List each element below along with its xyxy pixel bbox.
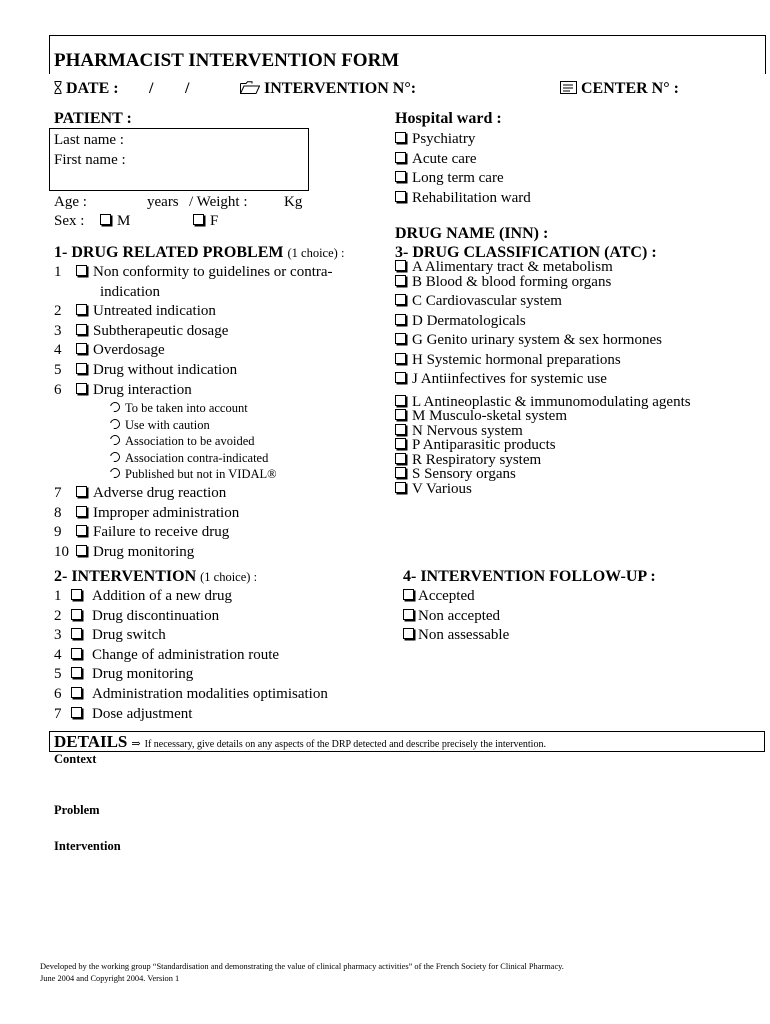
intervention-details-label[interactable]: Intervention	[54, 839, 121, 853]
checkbox-icon[interactable]	[395, 171, 406, 182]
drp-item-1-cont: indication	[100, 283, 160, 300]
date-separator-1: /	[149, 80, 154, 97]
checkbox-icon[interactable]	[76, 506, 87, 517]
follow-up-accepted[interactable]: Accepted	[403, 587, 509, 607]
drp-item-3[interactable]: 3 Subtherapeutic dosage	[54, 322, 229, 339]
atc-item-b[interactable]: B Blood & blood forming organs	[395, 275, 691, 290]
details-note: If necessary, give details on any aspects of the DRP detected and describe precisely the intervention.	[144, 739, 546, 750]
atc-title: 3- DRUG CLASSIFICATION (ATC) :	[395, 244, 657, 261]
intervention-item-5[interactable]: 5 Drug monitoring	[54, 666, 194, 683]
drp-item-4[interactable]: 4 Overdosage	[54, 342, 165, 359]
intervention-choice-note: (1 choice) :	[200, 570, 258, 584]
interaction-sub-options	[110, 400, 277, 483]
checkbox-icon[interactable]	[403, 628, 414, 639]
notepad-icon	[560, 81, 577, 99]
drp-item-7[interactable]: 7 Adverse drug reaction	[54, 485, 227, 501]
interaction-option-contra-indicated[interactable]: Association contra-indicated	[110, 450, 277, 467]
atc-item-l[interactable]: L Antineoplastic & immunomodulating agents	[395, 395, 691, 410]
follow-up-title: 4- INTERVENTION FOLLOW-UP :	[403, 568, 656, 585]
checkbox-icon[interactable]	[100, 214, 111, 225]
intervention-item-6[interactable]: 6 Administration modalities optimisation	[54, 685, 328, 702]
weight-label[interactable]: / Weight :	[189, 194, 248, 210]
drp-item-6[interactable]: 6 Drug interaction	[54, 381, 192, 398]
radio-icon[interactable]	[108, 400, 122, 414]
checkbox-icon[interactable]	[76, 383, 87, 394]
ward-option-acute-care[interactable]: Acute care	[395, 150, 531, 170]
drp-list	[54, 263, 333, 400]
follow-up-non-assessable[interactable]: Non assessable	[403, 626, 509, 646]
drp-item-1[interactable]: 1 Non conformity to guidelines or contra-	[54, 264, 333, 280]
checkbox-icon[interactable]	[76, 545, 87, 556]
follow-up-list	[403, 587, 509, 646]
age-label[interactable]: Age :	[54, 194, 87, 210]
atc-item-a[interactable]: A Alimentary tract & metabolism	[395, 260, 691, 275]
atc-item-m[interactable]: M Musculo-sketal system	[395, 409, 691, 424]
intervention-item-7[interactable]: 7 Dose adjustment	[54, 705, 193, 722]
checkbox-icon[interactable]	[71, 609, 82, 620]
center-number-label: CENTER N° :	[581, 80, 679, 97]
checkbox-icon[interactable]	[76, 324, 87, 335]
ward-option-rehabilitation[interactable]: Rehabilitation ward	[395, 189, 531, 209]
atc-item-s[interactable]: S Sensory organs	[395, 467, 691, 482]
atc-item-n[interactable]: N Nervous system	[395, 424, 691, 439]
intervention-item-2[interactable]: 2 Drug discontinuation	[54, 607, 220, 624]
years-label: years	[147, 194, 179, 210]
checkbox-icon[interactable]	[395, 314, 406, 325]
ward-option-psychiatry[interactable]: Psychiatry	[395, 130, 531, 150]
interaction-option-use-with-caution[interactable]: Use with caution	[110, 417, 277, 434]
atc-item-v[interactable]: V Various	[395, 482, 691, 497]
checkbox-icon[interactable]	[395, 333, 406, 344]
drp-choice-note: (1 choice) :	[287, 246, 345, 260]
patient-title: PATIENT :	[54, 110, 132, 127]
checkbox-icon[interactable]	[76, 343, 87, 354]
ward-option-long-term-care[interactable]: Long term care	[395, 169, 531, 189]
intervention-number-field[interactable]	[240, 80, 416, 99]
drp-item-8[interactable]: 8 Improper administration	[54, 504, 240, 521]
footer-line-2: June 2004 and Copyright 2004. Version 1	[40, 974, 180, 983]
checkbox-icon[interactable]	[395, 294, 406, 305]
atc-list	[395, 260, 691, 496]
arrow-icon: ⇒	[131, 738, 141, 750]
sex-f-option[interactable]: F	[193, 213, 218, 230]
checkbox-icon[interactable]	[76, 363, 87, 374]
checkbox-icon[interactable]	[395, 438, 406, 449]
sex-m-option[interactable]: M	[100, 213, 130, 230]
checkbox-icon[interactable]	[193, 214, 204, 225]
date-label: DATE :	[66, 80, 119, 97]
details-title: DETAILS	[54, 732, 128, 751]
problem-label[interactable]: Problem	[54, 803, 100, 817]
radio-icon[interactable]	[108, 433, 122, 447]
form-title: PHARMACIST INTERVENTION FORM	[54, 50, 400, 71]
checkbox-icon[interactable]	[395, 482, 406, 493]
intervention-number-label: INTERVENTION N°:	[264, 80, 417, 97]
checkbox-icon[interactable]	[395, 260, 406, 271]
checkbox-icon[interactable]	[76, 304, 87, 315]
hourglass-icon	[54, 81, 62, 99]
checkbox-icon[interactable]	[71, 628, 82, 639]
drp-list-after	[54, 484, 239, 562]
checkbox-icon[interactable]	[395, 372, 406, 383]
intervention-list	[54, 587, 328, 724]
atc-item-h[interactable]: H Systemic hormonal preparations	[395, 351, 691, 371]
context-label[interactable]: Context	[54, 752, 97, 766]
interaction-option-to-be-taken[interactable]: To be taken into account	[110, 400, 277, 417]
radio-icon[interactable]	[108, 466, 122, 480]
interaction-option-to-be-avoided[interactable]: Association to be avoided	[110, 433, 277, 450]
checkbox-icon[interactable]	[71, 687, 82, 698]
atc-item-d[interactable]: D Dermatologicals	[395, 312, 691, 332]
checkbox-icon[interactable]	[395, 191, 406, 202]
checkbox-icon[interactable]	[76, 265, 87, 276]
atc-item-g[interactable]: G Genito urinary system & sex hormones	[395, 331, 691, 351]
follow-up-non-accepted[interactable]: Non accepted	[403, 607, 509, 627]
checkbox-icon[interactable]	[403, 609, 414, 620]
checkbox-icon[interactable]	[76, 486, 87, 497]
sex-label: Sex :	[54, 213, 85, 229]
drp-item-10[interactable]: 10 Drug monitoring	[54, 543, 195, 560]
atc-item-j[interactable]: J Antiinfectives for systemic use	[395, 370, 691, 390]
atc-item-r[interactable]: R Respiratory system	[395, 453, 691, 468]
intervention-item-4[interactable]: 4 Change of administration route	[54, 646, 280, 663]
folder-icon	[240, 81, 260, 99]
date-separator-2: /	[185, 80, 190, 97]
checkbox-icon[interactable]	[71, 707, 82, 718]
checkbox-icon[interactable]	[395, 275, 406, 286]
checkbox-icon[interactable]	[395, 424, 406, 435]
hospital-ward-options	[395, 130, 531, 208]
drp-item-2[interactable]: 2 Untreated indication	[54, 303, 216, 320]
last-name-label[interactable]: Last name :	[54, 132, 124, 148]
drp-item-5[interactable]: 5 Drug without indication	[54, 361, 238, 378]
center-number-field[interactable]	[560, 80, 679, 99]
hospital-ward-title: Hospital ward :	[395, 110, 502, 127]
radio-icon[interactable]	[108, 450, 122, 464]
checkbox-icon[interactable]	[395, 353, 406, 364]
first-name-label[interactable]: First name :	[54, 152, 126, 168]
intervention-item-3[interactable]: 3 Drug switch	[54, 627, 166, 644]
checkbox-icon[interactable]	[395, 132, 406, 143]
checkbox-icon[interactable]	[71, 648, 82, 659]
checkbox-icon[interactable]	[403, 589, 414, 600]
footer-line-1: Developed by the working group “Standardisation and demonstrating the value of clinical pharmacy activities” of the French Society for Clinical Pharmacy.	[40, 962, 564, 971]
date-field[interactable]	[54, 80, 119, 99]
drp-title: 1- DRUG RELATED PROBLEM (1 choice) :	[54, 244, 345, 261]
atc-item-c[interactable]: C Cardiovascular system	[395, 292, 691, 312]
kg-label: Kg	[284, 194, 303, 210]
checkbox-icon[interactable]	[395, 395, 406, 406]
checkbox-icon[interactable]	[395, 467, 406, 478]
details-header	[54, 732, 546, 752]
checkbox-icon[interactable]	[395, 152, 406, 163]
atc-item-p[interactable]: P Antiparasitic products	[395, 438, 691, 453]
checkbox-icon[interactable]	[395, 453, 406, 464]
intervention-item-1[interactable]: 1 Addition of a new drug	[54, 588, 232, 604]
drp-item-9[interactable]: 9 Failure to receive drug	[54, 524, 230, 541]
checkbox-icon[interactable]	[71, 589, 82, 600]
checkbox-icon[interactable]	[71, 667, 82, 678]
drug-name-title[interactable]: DRUG NAME (INN) :	[395, 225, 549, 242]
checkbox-icon[interactable]	[76, 525, 87, 536]
checkbox-icon[interactable]	[395, 409, 406, 420]
interaction-option-published-not-vidal[interactable]: Published but not in VIDAL®	[110, 466, 277, 483]
intervention-title: 2- INTERVENTION (1 choice) :	[54, 568, 258, 585]
radio-icon[interactable]	[108, 417, 122, 431]
